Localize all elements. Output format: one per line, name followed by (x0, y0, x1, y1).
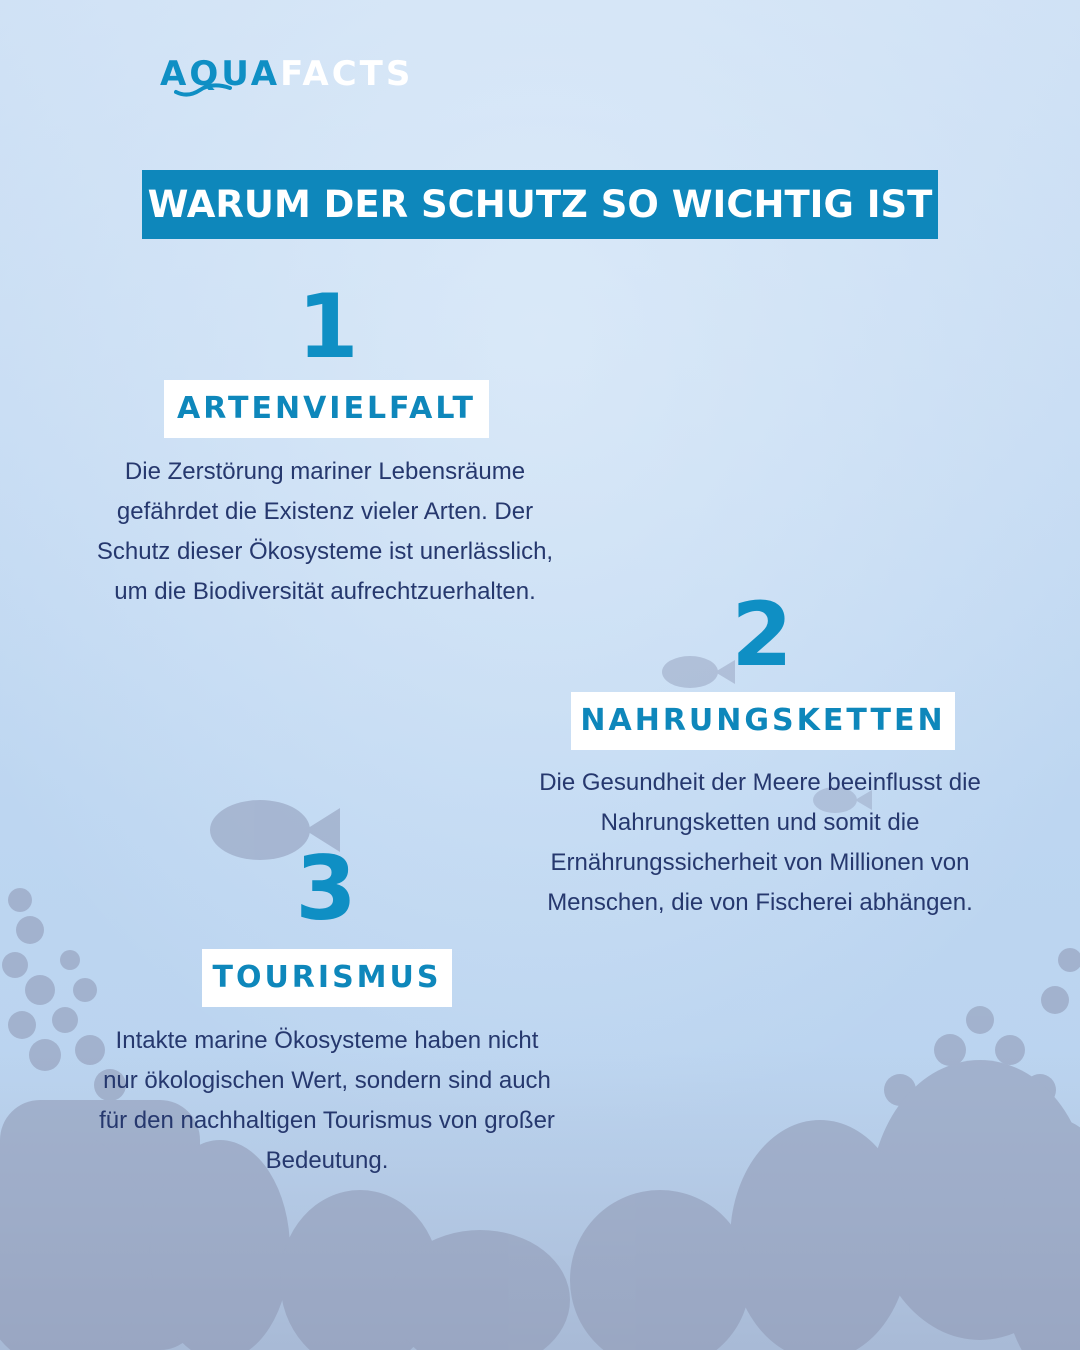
item-number-1: 1 (297, 275, 359, 378)
item-description-2 (480, 763, 1040, 923)
logo-aqua: AQUA (160, 54, 281, 94)
item-description-3 (36, 1021, 618, 1181)
description-line: Bedeutung. (265, 1147, 389, 1174)
item-description-1 (40, 452, 610, 612)
description-line: um die Biodiversität aufrechtzuerhalten. (114, 578, 536, 605)
description-line: Die Gesundheit der Meere beeinflusst die (539, 769, 981, 796)
description-line: Intakte marine Ökosysteme haben nicht (115, 1027, 539, 1054)
aquafacts-logo (160, 52, 413, 102)
item-title-3: TOURISMUS (202, 949, 452, 1007)
description-line: Nahrungsketten und somit die (600, 809, 920, 836)
item-number-2: 2 (731, 583, 793, 686)
description-line: nur ökologischen Wert, sondern sind auch (103, 1067, 551, 1094)
description-line: für den nachhaltigen Tourismus von großer (99, 1107, 555, 1134)
item-title-2: NAHRUNGSKETTEN (571, 692, 955, 750)
logo-facts: FACTS (280, 54, 414, 94)
page-title: WARUM DER SCHUTZ SO WICHTIG IST (142, 170, 938, 239)
item-title-1: ARTENVIELFALT (164, 380, 489, 438)
description-line: Ernährungssicherheit von Millionen von (550, 849, 970, 876)
item-number-3: 3 (295, 837, 357, 940)
description-line: gefährdet die Existenz vieler Arten. Der (116, 498, 534, 525)
description-line: Schutz dieser Ökosysteme ist unerlässlich, (96, 538, 554, 565)
wave-icon (174, 82, 232, 98)
description-line: Menschen, die von Fischerei abhängen. (547, 889, 973, 916)
description-line: Die Zerstörung mariner Lebensräume (124, 458, 526, 485)
